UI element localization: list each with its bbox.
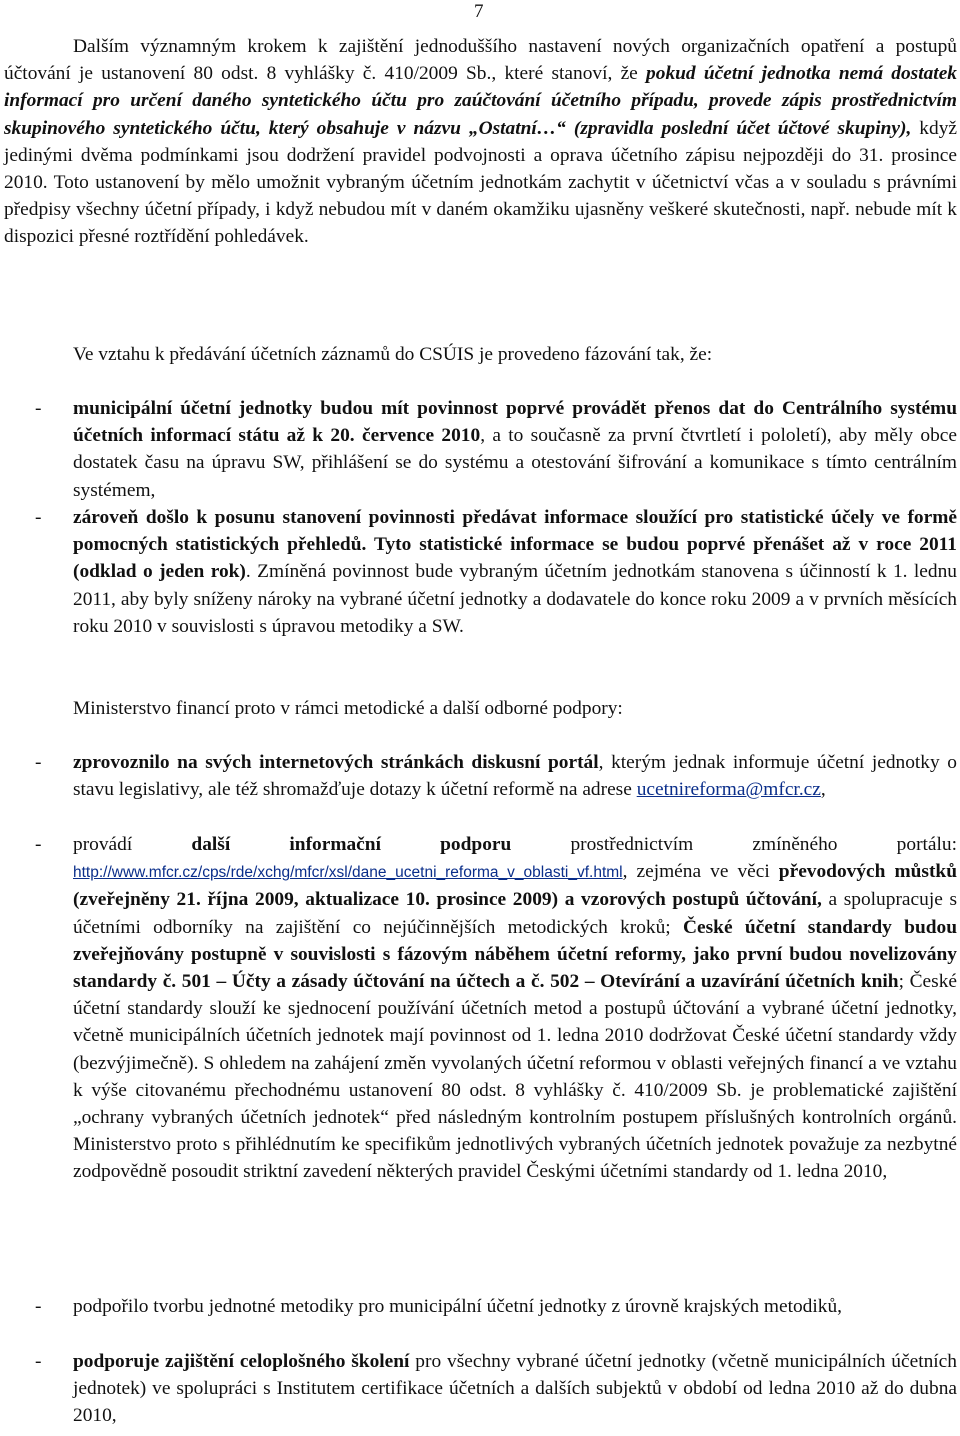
list-item-text: prostřednictvím zmíněného portálu: [511,834,957,855]
list-dash: - [35,398,42,419]
email-link[interactable]: ucetnireforma@mfcr.cz [636,779,821,801]
list-item [4,1293,957,1320]
list-item [4,749,957,803]
portal-url-link[interactable]: http://www.mfcr.cz/cps/rde/xchg/mfcr/xsl/dane_ucetni_reforma_v_oblasti_vf.html [73,864,623,882]
paragraph-text: Dalším významným krokem k zajištění jednoduššího nastavení nových organizačních opatření a postupů účtování je ustanovení 80 odst. 8 vyhlášky č. 410/2009 Sb., které stanoví, že [4,36,957,85]
list-intro-support: Ministerstvo financí proto v rámci metodické a další odborné podpory: [73,698,623,719]
list-item-text: ; České účetní standardy slouží ke sjednocení používání účetních metod a postupů účtování a vybrané účetní jednotky, včetně municipálních účetních jednotek mají povinnost od 1. ledna 2010 dodržovat České účetní standardy vždy (bezvýjimečně). S ohledem na zahájení změn vyvolaných účetní reformou v oblasti veřejných financí a ve vztahu k výše citovanému přechodnému ustanovení 80 odst. 8 vyhlášky č. 410/2009 Sb. je problematické zajištění „ochrany vybraných účetních jednotek“ před následným kontrolním postupem příslušných kontrolních orgánů. Ministerstvo proto s přihlédnutím ke specifikům jednotlivých vybraných účetních jednotek považuje za nezbytné zodpovědně posoudit striktní zavedení některých pravidel Českými účetními standardy od 1. ledna 2010, [73,971,958,1183]
list-item-text: , a to současně za první čtvrtletí i pololetí), aby měly obce dostatek času na úpravu SW, přihlášení se do systému a otestování šifrování a komunikace s tímto centrálním systémem, [73,425,957,501]
list-item [4,1348,957,1430]
paragraph-transitional-provision [4,33,957,251]
list-item-emphasis: České účetní standardy budou zveřejňovány postupně v souvislosti s fázovým náběhem účetní reformy, jako první budou novelizovány standardy č. 501 – Účty a zásady účtování na účtech a č. 502 – Otevírání a uzavírání účetních knih [73,916,957,993]
list-item-emphasis: zprovoznilo na svých internetových stránkách diskusní portál [73,752,599,773]
list-item-text: . Zmíněná povinnost bude vybraným účetním jednotkám stanovena s účinností k 1. lednu 2011, aby byly sníženy nároky na vybrané účetní jednotky a dodavatele do konce roku 2009 a v prvních měsících roku 2010 v souvislosti s úpravou metodiky a SW. [73,561,957,637]
list-dash: - [35,834,42,855]
list-item-emphasis: převodových můstků (zveřejněny 21. října 2009, aktualizace 10. prosince 2009) a vzorových postupů účtování, [73,861,957,911]
list-item-text: , zejména ve věci [622,861,779,883]
list-item-text: provádí [73,834,192,855]
paragraph-text: když jedinými dvěma podmínkami jsou dodržení pravidel podvojnosti a oprava účetního zápisu nejpozději do 31. prosince 2010. Toto ustanovení by mělo umožnit vybraným účetním jednotkám zachytit v účetnictví včas a v souladu s právními předpisy všechny účetní případy, i když nebudou mít v daném okamžiku ujasněny veškeré skutečnosti, např. nebude mít k dispozici přesné roztřídění pohledávek. [4,117,957,248]
list-item-emphasis: podporuje zajištění celoplošného školení [73,1351,410,1372]
list-dash: - [35,1296,42,1317]
list-intro-phasing: Ve vztahu k předávání účetních záznamů do CSÚIS je provedeno fázování tak, že: [73,344,713,365]
list-item-emphasis: další informační podporu [191,834,512,855]
list-dash: - [35,1351,42,1372]
list-dash: - [35,507,42,528]
list-item-text: pro všechny vybrané účetní jednotky (včetně municipálních účetních jednotek) ve spolupráci s Institutem certifikace účetních a dalších subjektů v období od ledna 2010 až do dubna 2010, [73,1351,957,1427]
paragraph-emphasis: pokud účetní jednotka nemá dostatek informací pro určení daného syntetického účtu pro zaúčtování účetního případu, provede zápis prostřednictvím skupinového syntetického účtu, který obsahuje v názvu „Ostatní…“ (zpravidla poslední účet účtové skupiny), [4,63,958,139]
list-item-emphasis: municipální účetní jednotky budou mít povinnost poprvé provádět přenos dat do Centrálního systému účetních informací státu až k 20. července 2010 [73,398,957,447]
list-item-emphasis: zároveň došlo k posunu stanovení povinnosti předávat informace sloužící pro statistické účely ve formě pomocných statistických přehledů. Tyto statistické informace se budou poprvé přenášet až v roce 2011 (odklad o jeden rok) [73,507,957,583]
list-item-text: , [820,779,826,801]
list-item [4,395,957,504]
list-item-text: podpořilo tvorbu jednotné metodiky pro municipální účetní jednotky z úrovně krajských metodiků, [73,1296,843,1317]
list-dash: - [35,752,42,773]
list-item-text: a spolupracuje s účetními odborníky na zajištění co nejúčinnějších metodických kroků; [73,889,957,938]
list-item [4,504,957,640]
page-number: 7 [474,1,484,22]
list-item [4,831,957,1186]
list-item-text: , kterým jednak informuje účetní jednotky o stavu legislativy, ale též shromažďuje dotazy k účetní reformě na adrese [73,752,957,801]
